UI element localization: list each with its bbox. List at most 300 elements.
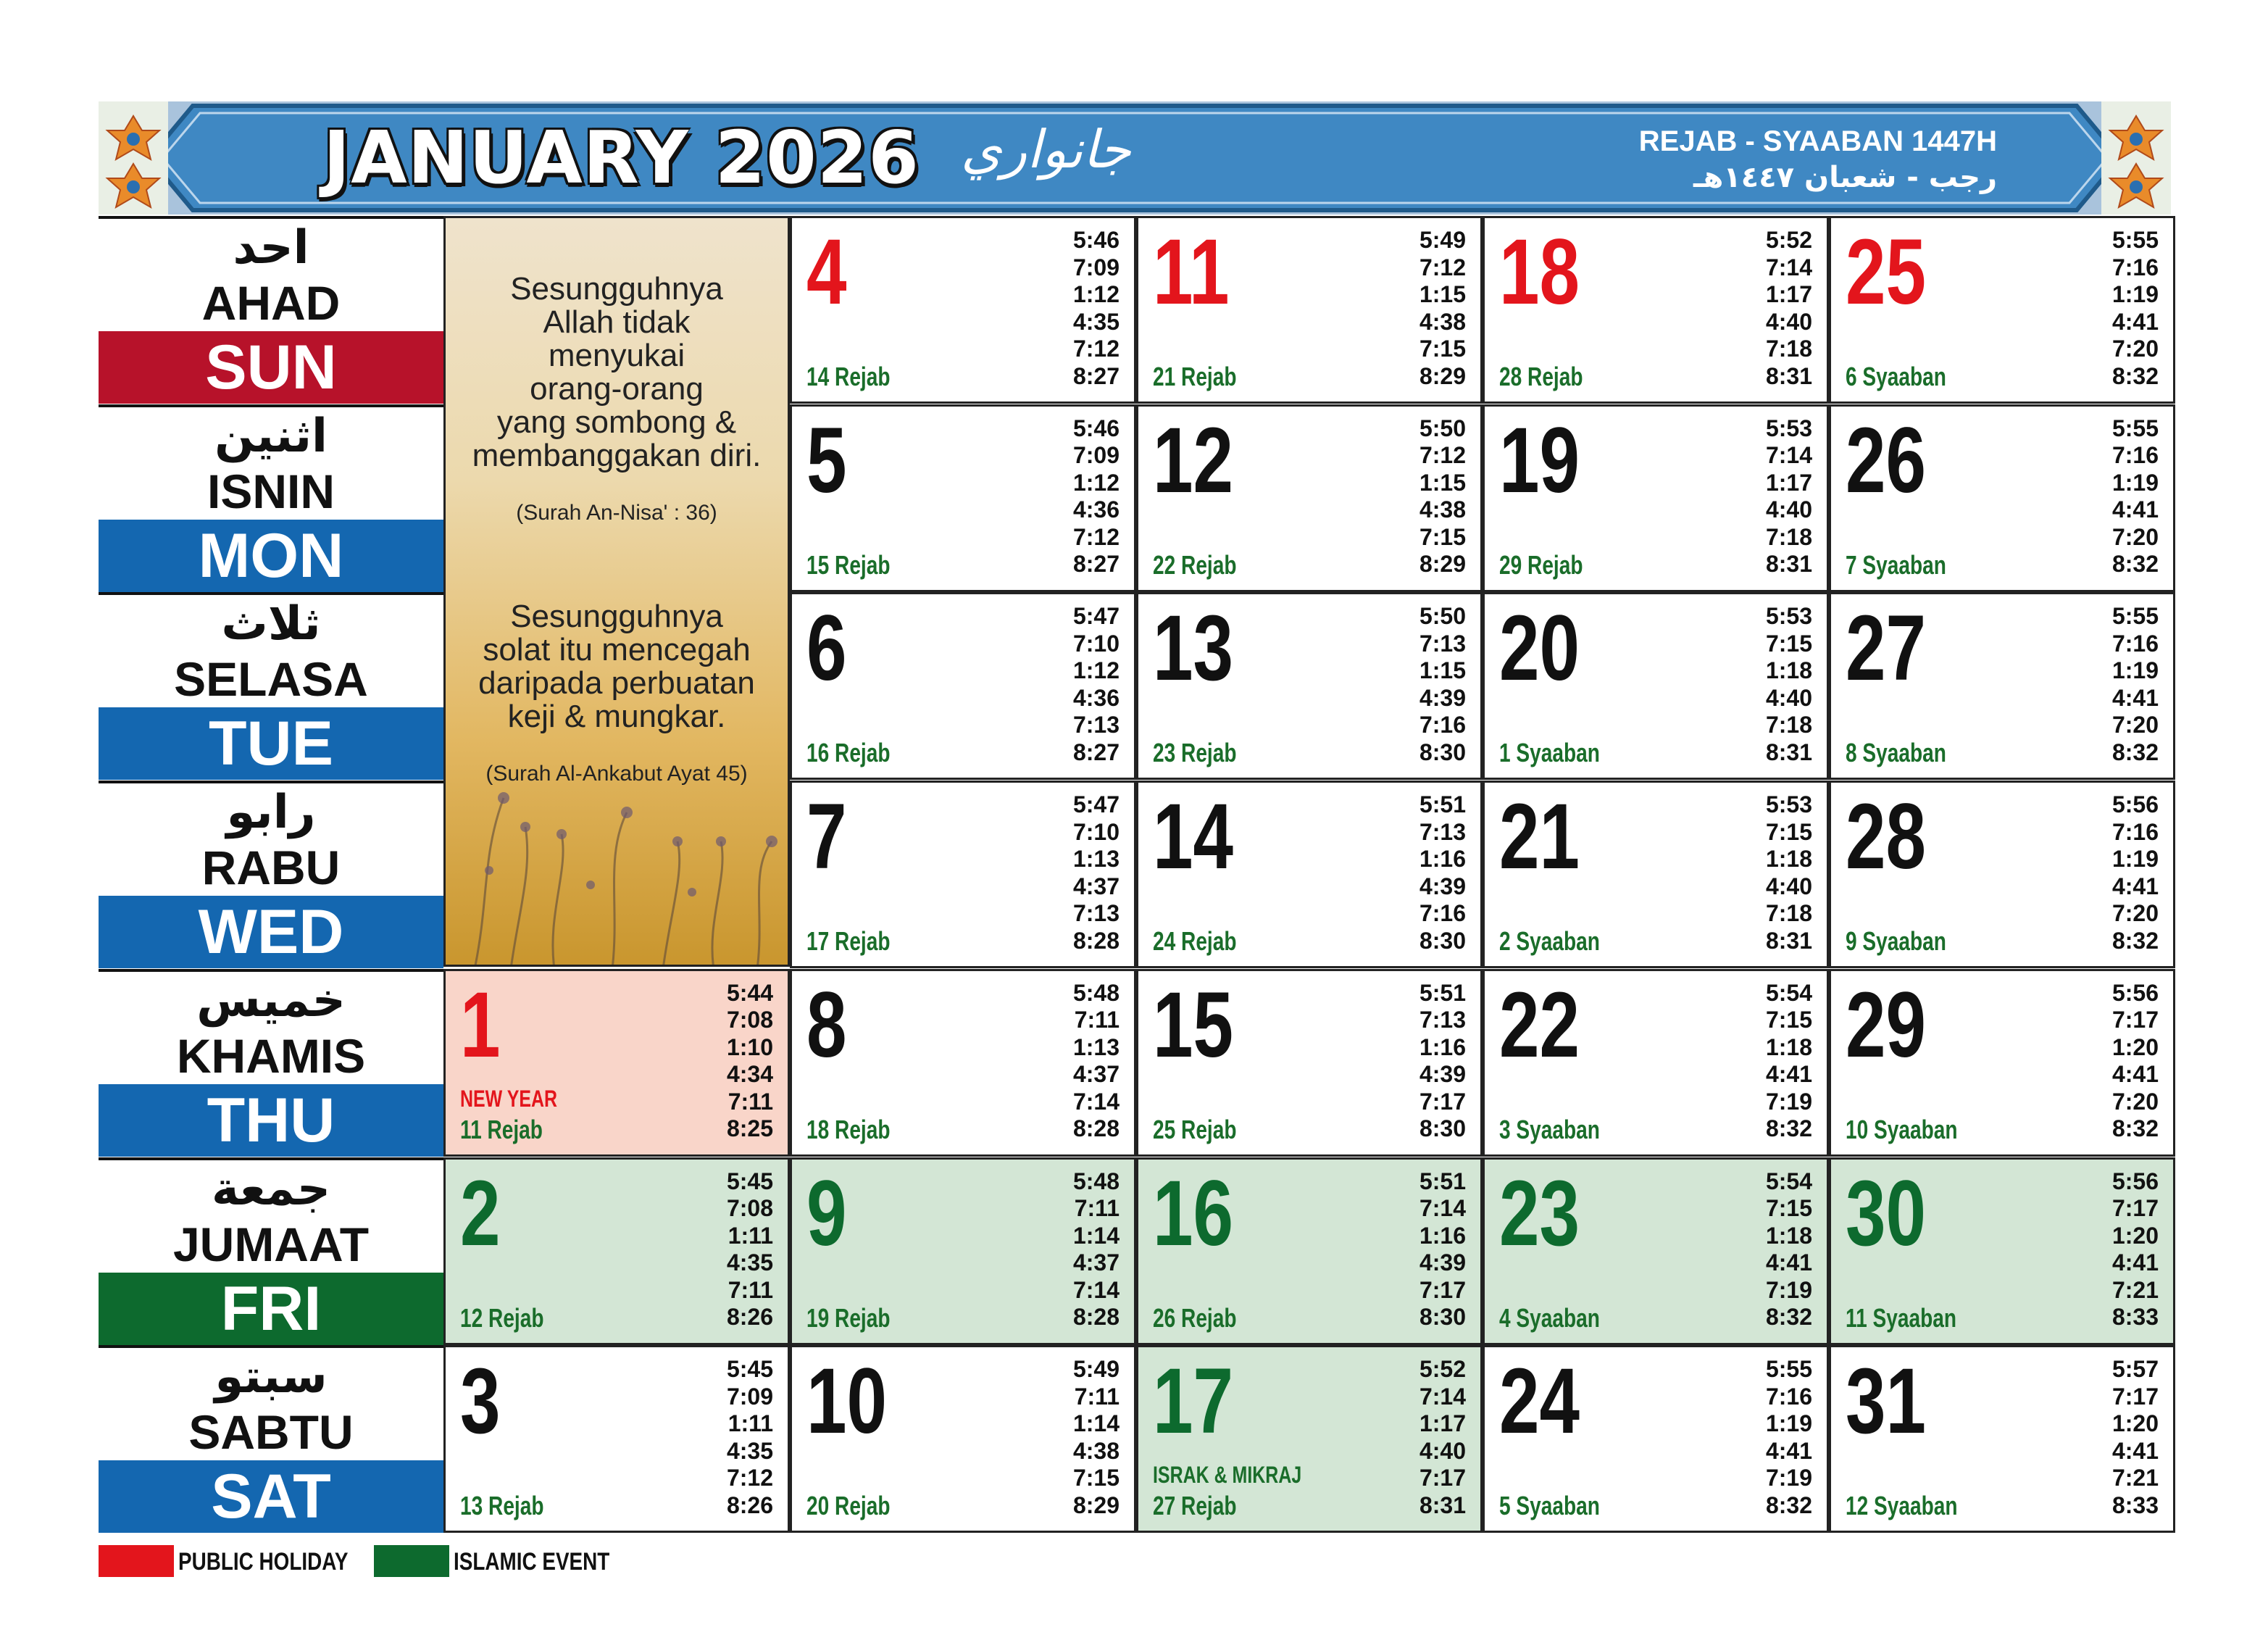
hijri-date: 26 Rejab bbox=[1153, 1302, 1237, 1333]
prayer-times bbox=[1766, 227, 1812, 390]
prayer-time: 7:16 bbox=[2111, 818, 2159, 845]
date-number: 24 bbox=[1499, 1349, 1580, 1454]
prayer-time: 8:32 bbox=[2111, 1115, 2159, 1142]
prayer-time: 8:32 bbox=[2111, 738, 2159, 765]
date-number: 9 bbox=[806, 1161, 847, 1265]
prayer-time: 4:41 bbox=[1765, 1249, 1812, 1276]
prayer-time: 7:15 bbox=[1765, 818, 1812, 845]
prayer-time: 5:54 bbox=[1765, 1168, 1812, 1194]
weekday-english: SAT bbox=[99, 1460, 443, 1533]
hijri-date: 9 Syaaban bbox=[1846, 926, 1946, 957]
date-number: 12 bbox=[1153, 408, 1234, 512]
prayer-time: 7:11 bbox=[1074, 1195, 1120, 1221]
prayer-time: 5:51 bbox=[1419, 1168, 1466, 1194]
prayer-times bbox=[1766, 1356, 1812, 1519]
hijri-date: 6 Syaaban bbox=[1846, 362, 1946, 391]
prayer-time: 8:28 bbox=[1072, 1304, 1120, 1330]
prayer-time: 4:36 bbox=[1072, 684, 1120, 711]
prayer-time: 4:38 bbox=[1419, 308, 1466, 335]
prayer-time: 5:52 bbox=[1419, 1356, 1466, 1383]
prayer-time: 4:36 bbox=[1072, 496, 1120, 523]
prayer-time: 8:27 bbox=[1072, 551, 1120, 578]
weekday-arabic: سبتو bbox=[214, 1350, 328, 1405]
date-cell-8[interactable] bbox=[790, 969, 1136, 1157]
prayer-time: 5:53 bbox=[1765, 415, 1812, 441]
prayer-time: 1:15 bbox=[1419, 469, 1466, 496]
prayer-times bbox=[1419, 1168, 1466, 1331]
event-label: NEW YEAR bbox=[460, 1085, 558, 1112]
prayer-time: 1:19 bbox=[2111, 281, 2159, 307]
prayer-time: 7:09 bbox=[1072, 254, 1120, 280]
weekday-malay: JUMAAT bbox=[172, 1217, 370, 1271]
prayer-times bbox=[727, 1168, 773, 1331]
prayer-times bbox=[1766, 1168, 1812, 1331]
prayer-time: 7:16 bbox=[1419, 712, 1466, 738]
prayer-time: 7:18 bbox=[1765, 523, 1812, 550]
prayer-time: 7:12 bbox=[1419, 254, 1466, 280]
date-number: 14 bbox=[1153, 785, 1234, 889]
prayer-time: 7:14 bbox=[1419, 1383, 1466, 1410]
prayer-time: 8:32 bbox=[2111, 362, 2159, 389]
prayer-time: 5:50 bbox=[1419, 603, 1466, 630]
prayer-time: 4:38 bbox=[1072, 1437, 1120, 1464]
prayer-time: 5:51 bbox=[1419, 791, 1466, 818]
prayer-time: 8:31 bbox=[1419, 1491, 1466, 1518]
date-number: 31 bbox=[1846, 1349, 1927, 1454]
prayer-time: 7:18 bbox=[1765, 900, 1812, 927]
date-cell-29[interactable] bbox=[1829, 969, 2175, 1157]
prayer-time: 4:38 bbox=[1419, 496, 1466, 523]
weekday-malay: SABTU bbox=[188, 1405, 354, 1460]
prayer-time: 7:13 bbox=[1072, 712, 1120, 738]
date-cell-31[interactable] bbox=[1829, 1345, 2175, 1533]
date-number: 5 bbox=[806, 408, 847, 512]
prayer-time: 1:18 bbox=[1765, 1033, 1812, 1060]
prayer-time: 7:12 bbox=[1072, 336, 1120, 362]
prayer-time: 7:11 bbox=[727, 1088, 773, 1115]
date-number: 19 bbox=[1499, 408, 1580, 512]
prayer-time: 7:15 bbox=[1072, 1465, 1120, 1491]
prayer-time: 5:49 bbox=[1072, 1356, 1120, 1383]
hijri-date: 8 Syaaban bbox=[1846, 738, 1946, 768]
prayer-time: 1:18 bbox=[1765, 846, 1812, 873]
prayer-time: 8:33 bbox=[2111, 1491, 2159, 1518]
prayer-time: 8:27 bbox=[1072, 738, 1120, 765]
prayer-time: 7:20 bbox=[2111, 523, 2159, 550]
prayer-time: 4:40 bbox=[1765, 308, 1812, 335]
date-cell-13[interactable] bbox=[1136, 592, 1483, 780]
prayer-time: 1:15 bbox=[1419, 657, 1466, 684]
prayer-time: 7:18 bbox=[1765, 712, 1812, 738]
prayer-time: 8:26 bbox=[726, 1491, 773, 1518]
prayer-time: 5:46 bbox=[1072, 227, 1120, 253]
date-number: 23 bbox=[1499, 1161, 1580, 1265]
prayer-time: 5:53 bbox=[1765, 603, 1812, 630]
prayer-time: 7:19 bbox=[1765, 1088, 1812, 1115]
prayer-time: 8:32 bbox=[2111, 551, 2159, 578]
prayer-time: 1:17 bbox=[1765, 469, 1812, 496]
date-number: 15 bbox=[1153, 973, 1234, 1077]
prayer-time: 5:50 bbox=[1419, 415, 1466, 441]
prayer-times bbox=[1419, 603, 1466, 766]
date-number: 2 bbox=[460, 1161, 501, 1265]
prayer-time: 5:47 bbox=[1072, 603, 1120, 630]
prayer-time: 1:11 bbox=[727, 1222, 773, 1249]
prayer-time: 5:55 bbox=[2111, 603, 2159, 630]
prayer-time: 7:13 bbox=[1419, 630, 1466, 657]
quote-line: solat itu mencegah bbox=[483, 632, 751, 667]
date-number: 6 bbox=[806, 596, 847, 701]
prayer-time: 4:41 bbox=[1765, 1437, 1812, 1464]
date-number: 3 bbox=[460, 1349, 501, 1454]
hijri-date: 2 Syaaban bbox=[1499, 926, 1600, 957]
date-cell-17[interactable] bbox=[1136, 1345, 1483, 1533]
prayer-time: 7:20 bbox=[2111, 900, 2159, 927]
prayer-time: 7:16 bbox=[2111, 630, 2159, 657]
prayer-time: 7:12 bbox=[726, 1465, 773, 1491]
quote-line: Sesungguhnya bbox=[510, 599, 723, 634]
weekday-malay: RABU bbox=[201, 841, 341, 895]
prayer-times bbox=[1073, 415, 1120, 578]
weekday-english: SUN bbox=[99, 331, 443, 404]
prayer-times bbox=[1766, 980, 1812, 1143]
weekday-malay: KHAMIS bbox=[176, 1028, 366, 1083]
date-cell-15[interactable] bbox=[1136, 969, 1483, 1157]
prayer-time: 5:49 bbox=[1419, 227, 1466, 253]
date-number: 1 bbox=[460, 973, 501, 1077]
date-number: 11 bbox=[1153, 220, 1230, 324]
prayer-time: 5:46 bbox=[1072, 415, 1120, 441]
weekday-malay: SELASA bbox=[174, 652, 368, 707]
prayer-times bbox=[1419, 791, 1466, 954]
date-cell-14[interactable] bbox=[1136, 781, 1483, 968]
date-cell-23[interactable] bbox=[1483, 1157, 1829, 1345]
hijri-date: 7 Syaaban bbox=[1846, 549, 1946, 580]
prayer-time: 7:14 bbox=[1072, 1276, 1120, 1303]
prayer-time: 5:44 bbox=[726, 979, 773, 1006]
header-banner bbox=[99, 101, 2171, 215]
calendar-grid bbox=[99, 216, 2171, 1534]
prayer-times bbox=[2112, 227, 2159, 390]
prayer-time: 5:53 bbox=[1765, 791, 1812, 818]
hijri-date: 24 Rejab bbox=[1153, 926, 1237, 957]
quote-line: orang-orang bbox=[530, 371, 704, 407]
event-label: ISRAK & MIKRAJ bbox=[1153, 1462, 1302, 1489]
prayer-time: 8:29 bbox=[1072, 1491, 1120, 1518]
prayer-time: 4:40 bbox=[1765, 684, 1812, 711]
prayer-time: 7:17 bbox=[1419, 1276, 1466, 1303]
quote-ref-2: (Surah Al-Ankabut Ayat 45) bbox=[485, 762, 748, 786]
prayer-time: 7:20 bbox=[2111, 712, 2159, 738]
prayer-times bbox=[2112, 791, 2159, 954]
month-title: JANUARY 2026 bbox=[323, 115, 920, 200]
prayer-times bbox=[1766, 791, 1812, 954]
weekday-arabic: خميس bbox=[196, 973, 346, 1028]
prayer-time: 7:11 bbox=[1074, 1383, 1120, 1410]
hijri-date: 17 Rejab bbox=[806, 926, 891, 957]
weekday-arabic: ثلاث bbox=[221, 597, 321, 652]
prayer-time: 8:32 bbox=[2111, 927, 2159, 954]
prayer-time: 7:15 bbox=[1765, 1007, 1812, 1033]
date-number: 25 bbox=[1846, 220, 1927, 324]
weekday-english: THU bbox=[99, 1084, 443, 1157]
hijri-date: 15 Rejab bbox=[806, 549, 891, 580]
prayer-time: 1:19 bbox=[2111, 846, 2159, 873]
prayer-time: 1:16 bbox=[1419, 1222, 1466, 1249]
prayer-time: 7:15 bbox=[1419, 523, 1466, 550]
prayer-time: 7:14 bbox=[1765, 442, 1812, 469]
legend-label-public-holiday: PUBLIC HOLIDAY bbox=[178, 1548, 349, 1576]
prayer-times bbox=[1419, 1356, 1466, 1519]
prayer-time: 8:33 bbox=[2111, 1304, 2159, 1330]
prayer-time: 8:29 bbox=[1419, 551, 1466, 578]
hijri-date: 1 Syaaban bbox=[1499, 738, 1600, 768]
prayer-time: 1:19 bbox=[2111, 469, 2159, 496]
date-number: 30 bbox=[1846, 1161, 1927, 1265]
date-cell-18[interactable] bbox=[1483, 216, 1829, 404]
prayer-time: 5:45 bbox=[726, 1168, 773, 1194]
quote-panel bbox=[443, 216, 790, 967]
date-cell-2[interactable] bbox=[443, 1157, 790, 1345]
prayer-time: 7:19 bbox=[1765, 1276, 1812, 1303]
prayer-time: 4:41 bbox=[2111, 1437, 2159, 1464]
weekday-label-fri bbox=[99, 1157, 443, 1345]
hijri-date: 3 Syaaban bbox=[1499, 1114, 1600, 1144]
prayer-time: 7:13 bbox=[1072, 900, 1120, 927]
quote-line: keji & mungkar. bbox=[507, 699, 726, 734]
prayer-time: 4:41 bbox=[2111, 308, 2159, 335]
prayer-time: 8:26 bbox=[726, 1304, 773, 1330]
prayer-time: 7:16 bbox=[1419, 900, 1466, 927]
prayer-time: 1:15 bbox=[1419, 281, 1466, 307]
prayer-time: 8:32 bbox=[1765, 1491, 1812, 1518]
weekday-english: FRI bbox=[99, 1273, 443, 1345]
prayer-time: 4:41 bbox=[2111, 1061, 2159, 1088]
prayer-time: 5:47 bbox=[1072, 791, 1120, 818]
quote-line: daripada perbuatan bbox=[478, 665, 755, 701]
prayer-time: 4:37 bbox=[1072, 1249, 1120, 1276]
prayer-time: 8:31 bbox=[1765, 551, 1812, 578]
date-number: 10 bbox=[806, 1349, 888, 1454]
ornament-right-icon bbox=[2101, 101, 2171, 215]
hijri-range bbox=[1639, 123, 1997, 196]
prayer-time: 4:39 bbox=[1419, 1249, 1466, 1276]
prayer-time: 7:16 bbox=[2111, 442, 2159, 469]
prayer-time: 7:20 bbox=[2111, 1088, 2159, 1115]
weekday-malay: AHAD bbox=[201, 276, 341, 330]
prayer-time: 8:28 bbox=[1072, 927, 1120, 954]
weekday-label-sun bbox=[99, 216, 443, 404]
prayer-time: 1:14 bbox=[1072, 1222, 1120, 1249]
date-number: 8 bbox=[806, 973, 847, 1077]
quote-line: menyukai bbox=[548, 338, 685, 373]
prayer-time: 1:16 bbox=[1419, 1033, 1466, 1060]
prayer-time: 8:31 bbox=[1765, 927, 1812, 954]
hijri-date: 16 Rejab bbox=[806, 738, 891, 768]
prayer-time: 4:37 bbox=[1072, 1061, 1120, 1088]
prayer-time: 7:20 bbox=[2111, 336, 2159, 362]
hijri-date: 22 Rejab bbox=[1153, 549, 1237, 580]
hijri-date: 25 Rejab bbox=[1153, 1114, 1237, 1144]
date-cell-19[interactable] bbox=[1483, 404, 1829, 592]
hijri-date: 27 Rejab bbox=[1153, 1491, 1237, 1521]
prayer-time: 5:48 bbox=[1072, 1168, 1120, 1194]
prayer-time: 7:17 bbox=[1419, 1088, 1466, 1115]
date-cell-12[interactable] bbox=[1136, 404, 1483, 592]
prayer-time: 1:16 bbox=[1419, 846, 1466, 873]
weekday-arabic: رابو bbox=[226, 786, 316, 840]
date-cell-1[interactable] bbox=[443, 969, 790, 1157]
prayer-time: 4:34 bbox=[726, 1061, 773, 1088]
hijri-range-arabic: رجب - شعبان ١٤٤٧هـ bbox=[1693, 161, 1997, 194]
prayer-time: 7:08 bbox=[726, 1007, 773, 1033]
prayer-times bbox=[1073, 1168, 1120, 1331]
prayer-time: 7:10 bbox=[1072, 818, 1120, 845]
quote-ref-1: (Surah An-Nisa' : 36) bbox=[516, 501, 717, 525]
legend-swatch-islamic-event bbox=[374, 1545, 449, 1577]
prayer-time: 7:18 bbox=[1765, 336, 1812, 362]
prayer-times bbox=[1766, 603, 1812, 766]
date-number: 29 bbox=[1846, 973, 1927, 1077]
date-cell-5[interactable] bbox=[790, 404, 1136, 592]
prayer-time: 7:11 bbox=[1074, 1007, 1120, 1033]
prayer-time: 4:39 bbox=[1419, 873, 1466, 899]
date-number: 4 bbox=[806, 220, 847, 324]
date-cell-22[interactable] bbox=[1483, 969, 1829, 1157]
prayer-times bbox=[1073, 227, 1120, 390]
date-cell-26[interactable] bbox=[1829, 404, 2175, 592]
prayer-time: 4:35 bbox=[726, 1437, 773, 1464]
prayer-times bbox=[2112, 1168, 2159, 1331]
prayer-time: 5:57 bbox=[2111, 1356, 2159, 1383]
prayer-time: 8:27 bbox=[1072, 362, 1120, 389]
prayer-time: 5:48 bbox=[1072, 979, 1120, 1006]
hijri-date: 14 Rejab bbox=[806, 362, 891, 391]
date-cell-7[interactable] bbox=[790, 781, 1136, 968]
prayer-time: 8:30 bbox=[1419, 927, 1466, 954]
date-cell-16[interactable] bbox=[1136, 1157, 1483, 1345]
prayer-time: 1:12 bbox=[1072, 281, 1120, 307]
prayer-time: 8:30 bbox=[1419, 1115, 1466, 1142]
prayer-time: 7:15 bbox=[1419, 336, 1466, 362]
date-cell-3[interactable] bbox=[443, 1345, 790, 1533]
prayer-time: 5:55 bbox=[2111, 227, 2159, 253]
hijri-date: 4 Syaaban bbox=[1499, 1302, 1600, 1333]
prayer-times bbox=[1419, 980, 1466, 1143]
weekday-arabic: اثنين bbox=[214, 409, 328, 463]
prayer-time: 7:14 bbox=[1765, 254, 1812, 280]
prayer-time: 5:55 bbox=[2111, 415, 2159, 441]
hijri-date: 5 Syaaban bbox=[1499, 1491, 1600, 1521]
date-cell-9[interactable] bbox=[790, 1157, 1136, 1345]
prayer-time: 7:17 bbox=[1419, 1465, 1466, 1491]
prayer-time: 1:19 bbox=[2111, 657, 2159, 684]
prayer-time: 4:39 bbox=[1419, 684, 1466, 711]
prayer-times bbox=[1073, 603, 1120, 766]
ornament-left-icon bbox=[99, 101, 168, 215]
prayer-time: 7:15 bbox=[1765, 630, 1812, 657]
date-cell-4[interactable] bbox=[790, 216, 1136, 404]
prayer-time: 7:17 bbox=[2111, 1007, 2159, 1033]
hijri-date: 19 Rejab bbox=[806, 1302, 891, 1333]
date-cell-10[interactable] bbox=[790, 1345, 1136, 1533]
date-cell-24[interactable] bbox=[1483, 1345, 1829, 1533]
prayer-time: 7:14 bbox=[1419, 1195, 1466, 1221]
date-number: 26 bbox=[1846, 408, 1927, 512]
date-cell-21[interactable] bbox=[1483, 781, 1829, 968]
prayer-times bbox=[2112, 415, 2159, 578]
prayer-time: 4:41 bbox=[2111, 684, 2159, 711]
prayer-time: 1:11 bbox=[727, 1410, 773, 1437]
prayer-time: 4:35 bbox=[726, 1249, 773, 1276]
prayer-time: 1:13 bbox=[1072, 846, 1120, 873]
date-cell-30[interactable] bbox=[1829, 1157, 2175, 1345]
hijri-date: 23 Rejab bbox=[1153, 738, 1237, 768]
prayer-time: 1:20 bbox=[2111, 1410, 2159, 1437]
prayer-time: 5:54 bbox=[1765, 979, 1812, 1006]
prayer-time: 7:21 bbox=[2111, 1465, 2159, 1491]
prayer-time: 7:17 bbox=[2111, 1195, 2159, 1221]
prayer-time: 7:11 bbox=[727, 1276, 773, 1303]
date-cell-28[interactable] bbox=[1829, 781, 2175, 968]
prayer-times bbox=[1073, 980, 1120, 1143]
prayer-time: 4:35 bbox=[1072, 308, 1120, 335]
hijri-date: 12 Syaaban bbox=[1846, 1491, 1958, 1521]
prayer-times bbox=[1073, 791, 1120, 954]
weekday-label-thu bbox=[99, 969, 443, 1157]
prayer-time: 4:41 bbox=[2111, 873, 2159, 899]
prayer-time: 1:18 bbox=[1765, 657, 1812, 684]
prayer-time: 4:41 bbox=[2111, 496, 2159, 523]
prayer-time: 8:25 bbox=[726, 1115, 773, 1142]
prayer-time: 7:16 bbox=[1765, 1383, 1812, 1410]
hijri-date: 11 Syaaban bbox=[1846, 1302, 1956, 1333]
prayer-time: 8:31 bbox=[1765, 738, 1812, 765]
prayer-time: 7:13 bbox=[1419, 818, 1466, 845]
date-number: 18 bbox=[1499, 220, 1580, 324]
prayer-time: 8:32 bbox=[1765, 1115, 1812, 1142]
hijri-date: 13 Rejab bbox=[460, 1491, 544, 1521]
prayer-times bbox=[1419, 415, 1466, 578]
date-cell-25[interactable] bbox=[1829, 216, 2175, 404]
weekday-arabic: جمعة bbox=[212, 1162, 330, 1216]
date-number: 7 bbox=[806, 785, 847, 889]
hijri-date: 18 Rejab bbox=[806, 1114, 891, 1144]
prayer-time: 7:12 bbox=[1419, 442, 1466, 469]
date-cell-27[interactable] bbox=[1829, 592, 2175, 780]
prayer-time: 5:51 bbox=[1419, 979, 1466, 1006]
hijri-range-latin: REJAB - SYAABAN 1447H bbox=[1638, 125, 1997, 157]
prayer-times bbox=[727, 980, 773, 1143]
date-cell-11[interactable] bbox=[1136, 216, 1483, 404]
weekday-label-tue bbox=[99, 592, 443, 780]
weekday-arabic: احد bbox=[233, 221, 309, 275]
date-number: 17 bbox=[1153, 1349, 1234, 1454]
date-number: 13 bbox=[1153, 596, 1234, 701]
prayer-time: 7:10 bbox=[1072, 630, 1120, 657]
prayer-time: 4:41 bbox=[1765, 1061, 1812, 1088]
date-cell-6[interactable] bbox=[790, 592, 1136, 780]
prayer-time: 1:12 bbox=[1072, 469, 1120, 496]
date-cell-20[interactable] bbox=[1483, 592, 1829, 780]
prayer-times bbox=[1766, 415, 1812, 578]
prayer-time: 7:09 bbox=[1072, 442, 1120, 469]
prayer-times bbox=[727, 1356, 773, 1519]
prayer-time: 1:13 bbox=[1072, 1033, 1120, 1060]
prayer-time: 7:09 bbox=[726, 1383, 773, 1410]
prayer-time: 5:55 bbox=[1765, 1356, 1812, 1383]
prayer-time: 8:29 bbox=[1419, 362, 1466, 389]
